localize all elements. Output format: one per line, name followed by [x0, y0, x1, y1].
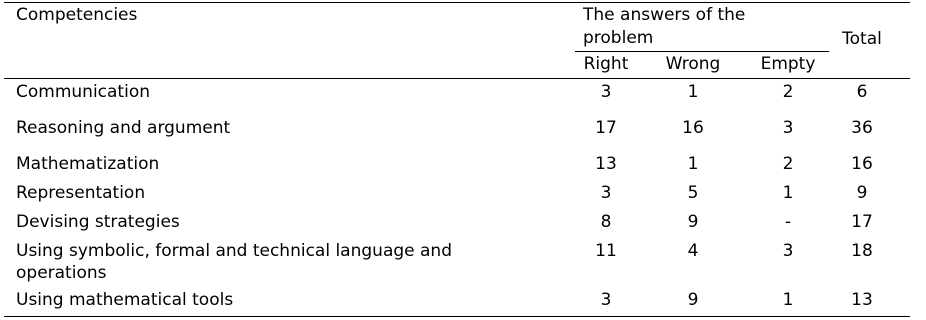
header-wrong: Wrong	[665, 54, 721, 74]
table-row-right: 13	[595, 154, 617, 174]
header-bottom-rule	[4, 78, 910, 79]
table-row-total: 13	[851, 290, 873, 310]
table-row-name: Representation	[16, 183, 146, 203]
table-row-name: Using mathematical tools	[16, 290, 234, 310]
table-row-wrong: 1	[687, 82, 699, 102]
table-row-right: 11	[595, 241, 617, 261]
table-row-name: Reasoning and argument	[16, 118, 231, 138]
table-row-right: 8	[600, 212, 612, 232]
table-row-wrong: 5	[687, 183, 699, 203]
table-row-wrong: 1	[687, 154, 699, 174]
table-row-empty: 2	[782, 154, 794, 174]
header-competencies: Competencies	[16, 5, 138, 25]
table-row-right: 3	[600, 290, 612, 310]
table-row-wrong: 16	[682, 118, 704, 138]
header-total: Total	[842, 29, 882, 49]
header-right: Right	[583, 54, 629, 74]
table-bottom-rule	[4, 316, 910, 317]
table-row-wrong: 9	[687, 212, 699, 232]
header-empty: Empty	[760, 54, 816, 74]
table-row-empty: 3	[782, 241, 794, 261]
table-row-empty: -	[784, 212, 792, 232]
header-answers-group-line1: The answers of the	[583, 5, 746, 25]
table-row-name: Devising strategies	[16, 212, 180, 232]
table-row-name: Communication	[16, 82, 150, 102]
table-row-empty: 1	[782, 183, 794, 203]
table-row-total: 17	[851, 212, 873, 232]
table-row-total: 36	[851, 118, 873, 138]
table-row-name-continued: operations	[16, 263, 107, 283]
table-row-name: Using symbolic, formal and technical language and	[16, 241, 452, 261]
table-row-empty: 3	[782, 118, 794, 138]
table-row-right: 3	[600, 183, 612, 203]
answers-group-rule	[575, 51, 829, 52]
table-row-right: 17	[595, 118, 617, 138]
table-row-total: 9	[856, 183, 868, 203]
header-answers-group-line2: problem	[583, 28, 654, 48]
table-row-total: 18	[851, 241, 873, 261]
table-row-empty: 2	[782, 82, 794, 102]
table-row-right: 3	[600, 82, 612, 102]
table-row-name: Mathematization	[16, 154, 160, 174]
table-row-wrong: 4	[687, 241, 699, 261]
table-top-rule	[4, 2, 910, 3]
table-row-empty: 1	[782, 290, 794, 310]
table-row-wrong: 9	[687, 290, 699, 310]
table-row-total: 6	[856, 82, 868, 102]
table-row-total: 16	[851, 154, 873, 174]
